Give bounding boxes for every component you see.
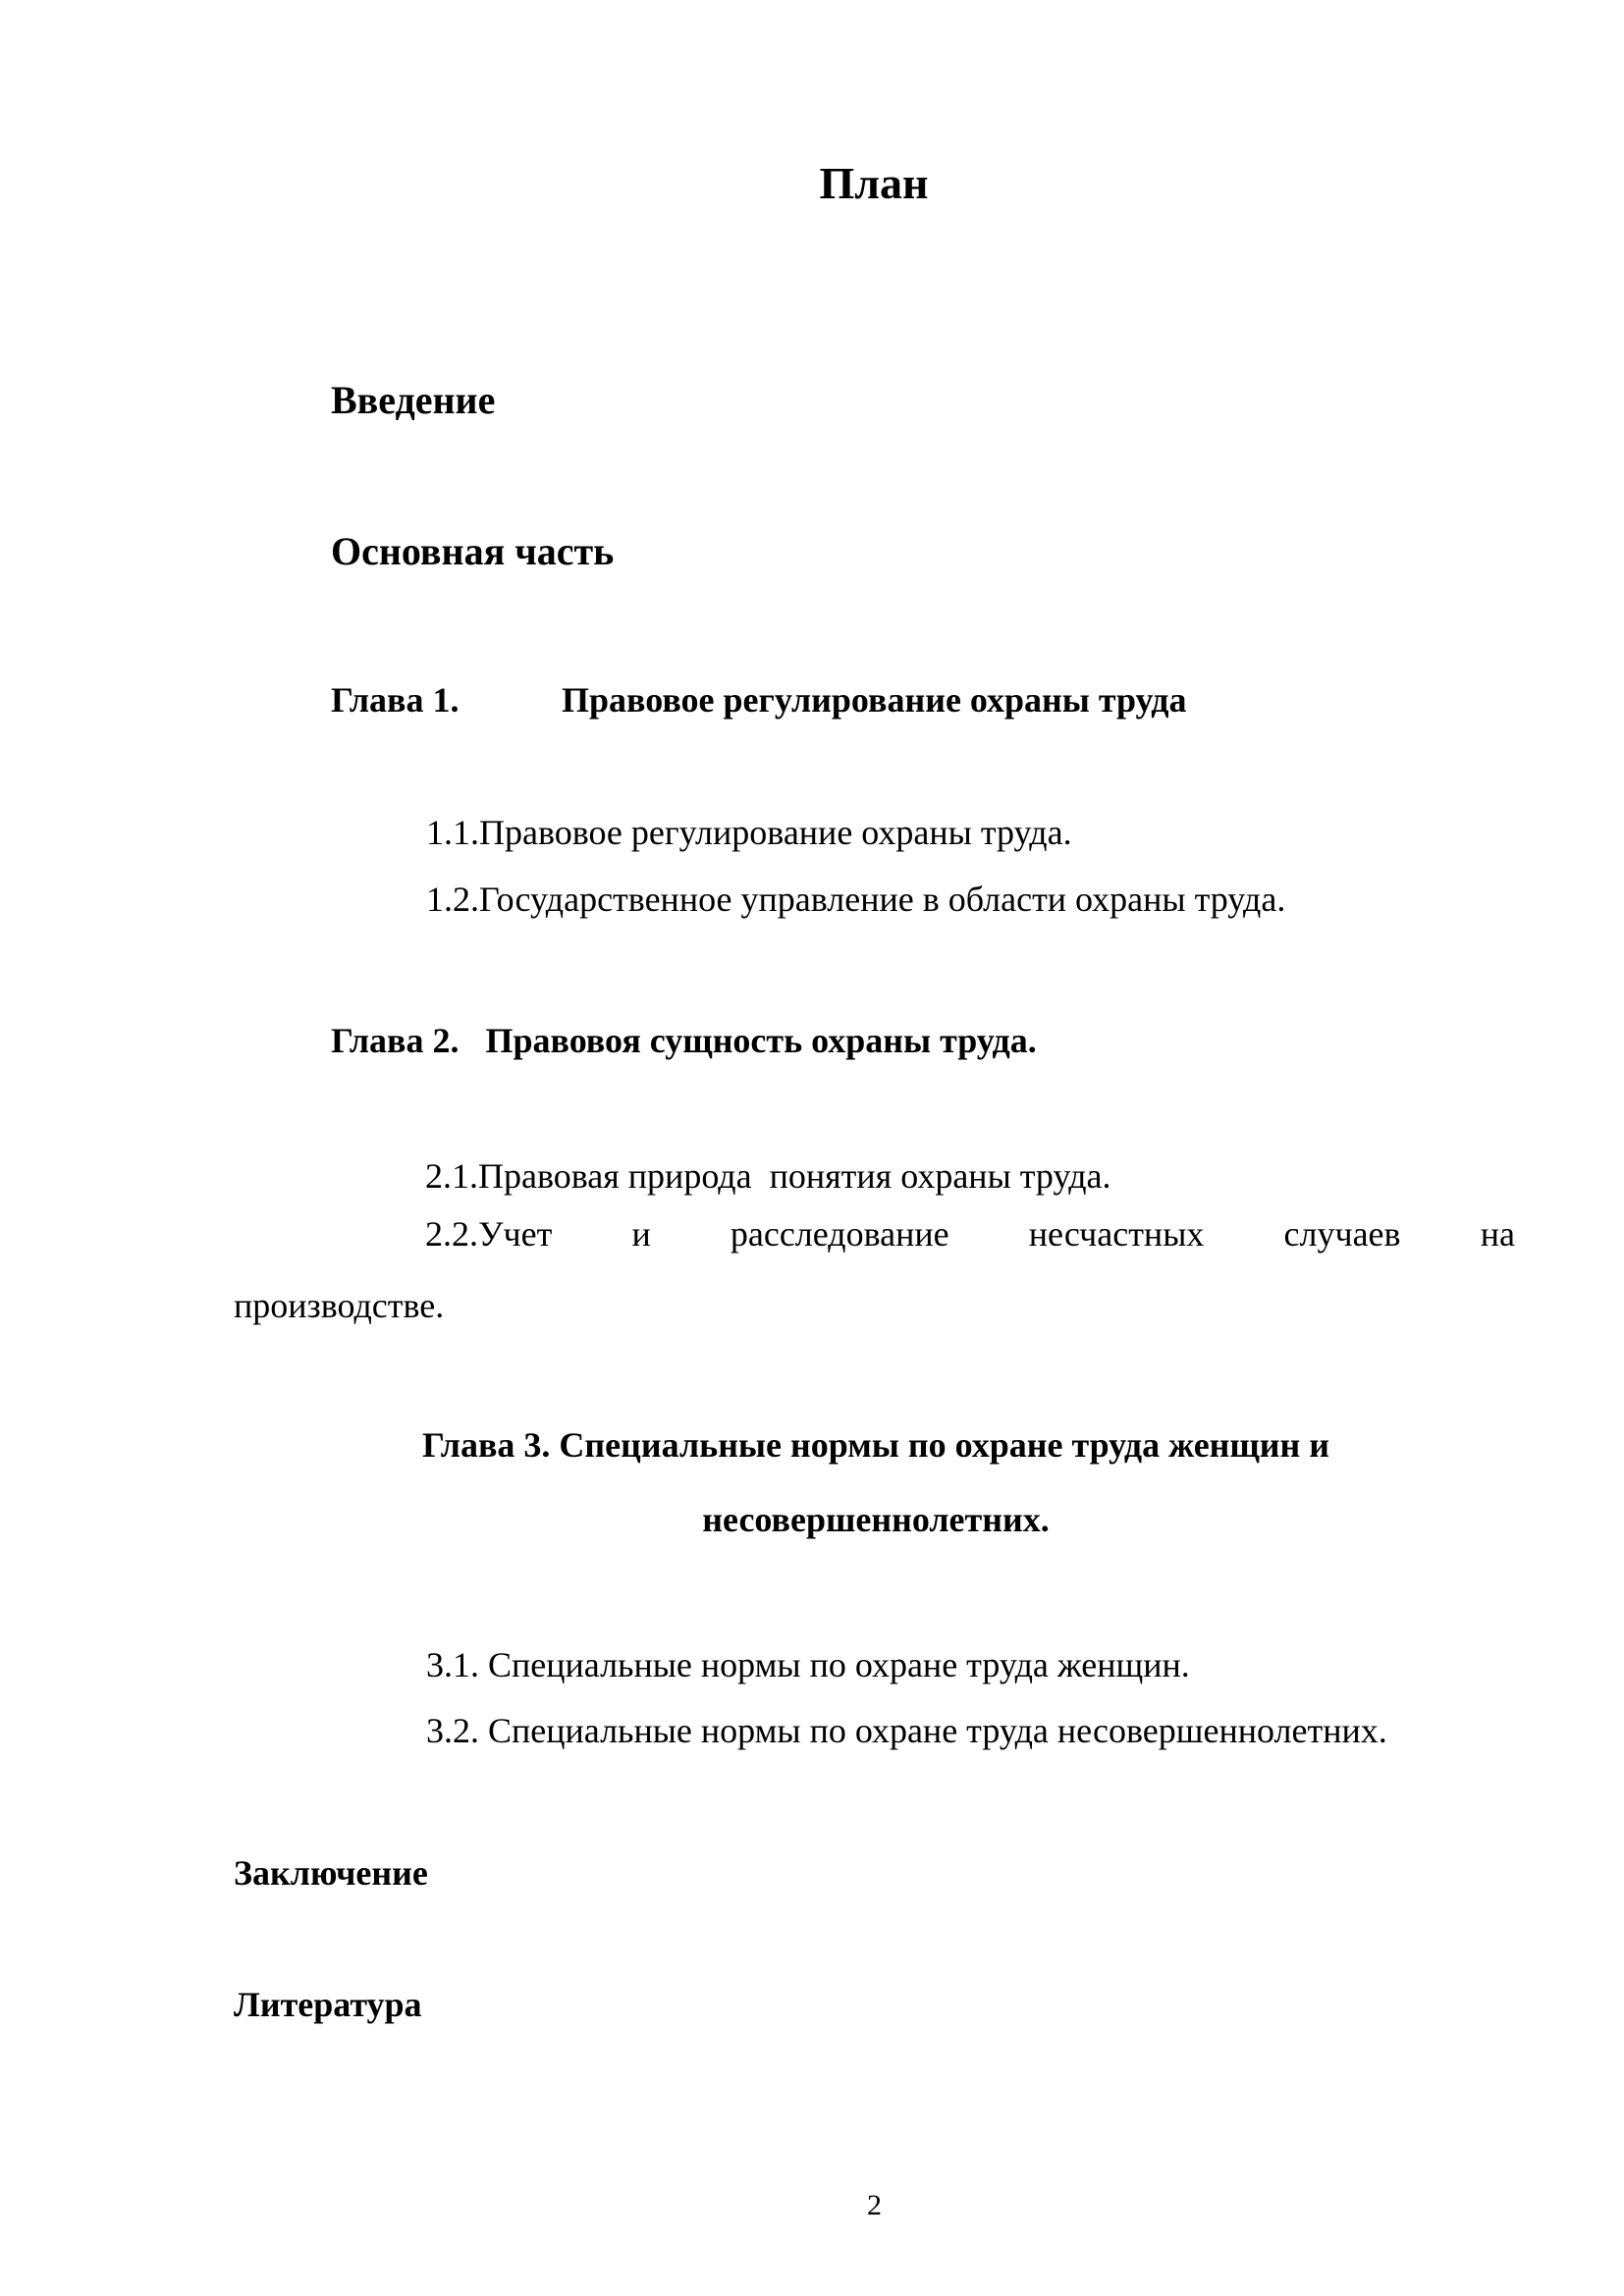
chapter1-title: Правовое регулирование охраны труда [562,680,1187,720]
chapter1-item-1: 1.1.Правовое регулирование охраны труда. [426,813,1072,852]
chapter2-item-2-line2: производстве. [234,1286,445,1325]
chapter2-heading: Глава 2. Правовоя сущность охраны труда. [331,1021,1037,1060]
chapter3-item-1: 3.1. Специальные нормы по охране труда женщин. [426,1645,1190,1684]
section-conclusion: Заключение [234,1853,428,1893]
chapter1-number: Глава 1. [331,680,460,720]
chapter2-item-2-word: и [631,1214,651,1254]
chapter3-heading-line2: несовершеннолетних. [702,1500,1050,1539]
section-main-part: Основная часть [331,529,615,573]
chapter2-item-2-word: несчастных [1028,1214,1205,1254]
page-number: 2 [867,2189,882,2221]
chapter1-item-2: 1.2.Государственное управление в области охраны труда. [426,880,1286,919]
chapter2-item-2-line1 [425,1216,1515,1252]
chapter3-item-2: 3.2. Специальные нормы по охране труда несовершеннолетних. [426,1711,1387,1750]
chapter3-heading-line1: Глава 3. Специальные нормы по охране труда женщин и [421,1425,1330,1465]
section-literature: Литература [234,1985,422,2024]
chapter2-item-2-word: расследование [730,1214,949,1254]
chapter2-item-2-word: на [1480,1214,1515,1254]
chapter2-item-1: 2.1.Правовая природа понятия охраны труда. [425,1156,1111,1196]
chapter2-item-2-word: случаев [1283,1214,1401,1254]
page-title: План [819,158,929,208]
section-introduction: Введение [331,378,496,422]
chapter2-item-2-word: 2.2.Учет [425,1214,553,1254]
